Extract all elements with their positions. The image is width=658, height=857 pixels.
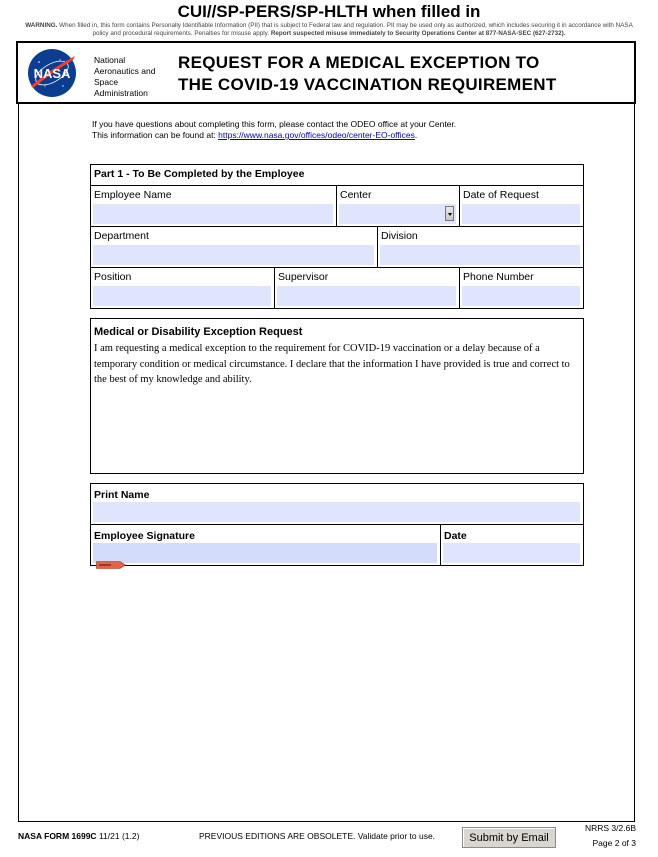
agency-line: Administration bbox=[94, 88, 148, 98]
signature-date-label: Date bbox=[444, 530, 467, 542]
contact-info bbox=[92, 119, 456, 141]
agency-name bbox=[94, 55, 155, 99]
info-line1: If you have questions about completing this form, please contact the ODEO office at your Center. bbox=[92, 119, 457, 129]
phone-number-input[interactable] bbox=[462, 286, 580, 306]
svg-text:NASA: NASA bbox=[33, 66, 71, 81]
part1-title-cell bbox=[91, 165, 583, 186]
sign-here-icon bbox=[96, 561, 126, 569]
medical-exception-title: Medical or Disability Exception Request bbox=[94, 326, 303, 338]
form-number bbox=[18, 831, 139, 841]
form-title-line2: THE COVID-19 VACCINATION REQUIREMENT bbox=[178, 75, 557, 94]
position-label: Position bbox=[94, 271, 132, 283]
supervisor-input[interactable] bbox=[277, 286, 456, 306]
division-label: Division bbox=[381, 230, 418, 242]
employee-signature-field[interactable] bbox=[93, 543, 437, 563]
center-select[interactable] bbox=[339, 204, 456, 224]
chevron-down-icon[interactable] bbox=[445, 206, 454, 221]
employee-name-label: Employee Name bbox=[94, 189, 172, 201]
print-name-input[interactable] bbox=[93, 502, 580, 522]
division-cell bbox=[378, 227, 583, 268]
form-header bbox=[16, 41, 636, 104]
nrrs-code: NRRS 3/2.6B bbox=[584, 823, 636, 833]
warning-text: When filled in, this form contains Personally Identifiable Information (PII) that is subject to Federal law and regulation. PII may be used only as authorized, which includes securing it in accordance with NASA policy and procedural requirements. Penalties for misuse apply. bbox=[57, 22, 633, 37]
form-id: NASA FORM 1699C bbox=[18, 831, 97, 841]
signature-section bbox=[90, 483, 584, 566]
pii-warning bbox=[18, 22, 640, 37]
part1-section bbox=[90, 164, 584, 309]
cui-banner: CUI//SP-PERS/SP-HLTH when filled in bbox=[177, 2, 481, 21]
medical-exception-statement: I am requesting a medical exception to the requirement for COVID-19 vaccination or a delay because of a temporary condition or medical circumstance. I declare that the information I have provided is true and correct to the best of my knowledge and ability. bbox=[94, 343, 570, 385]
phone-number-cell bbox=[460, 268, 583, 308]
employee-name-input[interactable] bbox=[93, 204, 333, 224]
signature-date-input[interactable] bbox=[443, 543, 580, 563]
agency-line: National bbox=[94, 55, 126, 65]
employee-signature-label: Employee Signature bbox=[94, 530, 195, 542]
agency-line: Space bbox=[94, 77, 119, 87]
employee-signature-cell bbox=[91, 525, 441, 565]
print-name-cell bbox=[91, 484, 583, 525]
department-input[interactable] bbox=[93, 245, 374, 265]
odeo-link[interactable]: https://www.nasa.gov/offices/odeo/center-EO-offices bbox=[218, 130, 415, 140]
supervisor-cell bbox=[275, 268, 460, 308]
nasa-logo-icon bbox=[27, 48, 77, 98]
date-of-request-label: Date of Request bbox=[463, 189, 539, 201]
position-cell bbox=[91, 268, 275, 308]
print-name-label: Print Name bbox=[94, 489, 150, 501]
warning-report: Report suspected misuse immediately to Security Operations Center at 877-NASA-SEC (627-2732). bbox=[270, 29, 566, 37]
agency-line: Aeronautics and bbox=[94, 66, 156, 76]
center-cell bbox=[337, 186, 460, 227]
form-title-line1: REQUEST FOR A MEDICAL EXCEPTION TO bbox=[178, 53, 540, 72]
employee-name-cell bbox=[91, 186, 337, 227]
phone-number-label: Phone Number bbox=[463, 271, 534, 283]
department-cell bbox=[91, 227, 378, 268]
page-number: Page 2 of 3 bbox=[592, 838, 636, 848]
supervisor-label: Supervisor bbox=[278, 271, 329, 283]
form-version: 11/21 (1.2) bbox=[96, 831, 140, 841]
info-line2 bbox=[92, 130, 456, 141]
date-of-request-input[interactable] bbox=[462, 204, 580, 224]
medical-exception-section bbox=[90, 318, 584, 474]
department-label: Department bbox=[94, 230, 149, 242]
info-prefix: This information can be found at: bbox=[92, 130, 219, 140]
form-title bbox=[178, 52, 557, 96]
warning-label: WARNING. bbox=[25, 22, 58, 29]
center-label: Center bbox=[340, 189, 372, 201]
submit-by-email-button[interactable]: Submit by Email bbox=[462, 827, 556, 848]
signature-date-cell bbox=[441, 525, 583, 565]
info-suffix: . bbox=[414, 130, 418, 140]
date-of-request-cell bbox=[460, 186, 583, 227]
previous-editions-note: PREVIOUS EDITIONS ARE OBSOLETE. Validate prior to use. bbox=[199, 831, 436, 841]
position-input[interactable] bbox=[93, 286, 271, 306]
division-input[interactable] bbox=[380, 245, 580, 265]
part1-title: Part 1 - To Be Completed by the Employee bbox=[94, 168, 305, 180]
